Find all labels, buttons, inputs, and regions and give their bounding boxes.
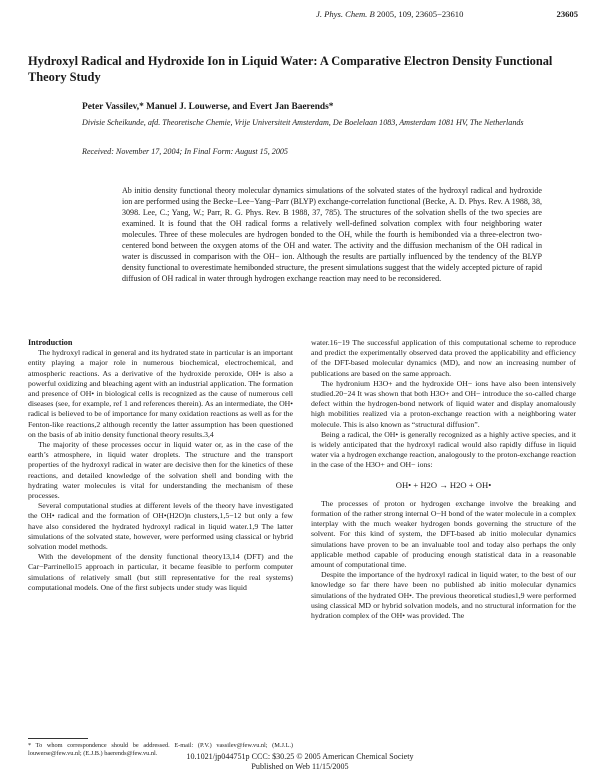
footnote-rule bbox=[28, 738, 88, 739]
publication-date-line: Published on Web 11/15/2005 bbox=[251, 762, 349, 771]
doi-copyright-line: 10.1021/jp044751p CCC: $30.25 © 2005 American Chemical Society bbox=[186, 752, 414, 761]
paragraph: Being a radical, the OH• is generally recognized as a highly active species, and it is widely anticipated that the hydroxyl radical would also rapidly diffuse in liquid water via a hydrogen exchange reaction, analogously to the proton-exchange reaction in the case of the H3O+ and OH− ions: bbox=[311, 429, 576, 470]
section-heading-introduction: Introduction bbox=[28, 338, 73, 347]
authors: Peter Vassilev,* Manuel J. Louwerse, and Evert Jan Baerends* bbox=[82, 102, 334, 112]
abstract: Ab initio density functional theory molecular dynamics simulations of the solvated states of the hydroxyl radical and hydroxide ion are performed using the Becke−Lee−Yang−Parr (BLYP) exchange-correlation functional (Becke, A. D. Phys. Rev. A 1988, 38, 3098. Lee, C.; Yang, W.; Parr, R. G. Phys. Rev. B 1988, 37, 785). The structures of the solvation shells of the two species are examined. It is found that the OH radical forms a relatively well-defined solvation complex with four neighboring water molecules. Three of these molecules are hydrogen bonded to the OH, while the fourth is hemibonded via a three-electron two-centered bond between the oxygen atoms of the OH and water. The activity and the diffusion mechanism of the OH radical in water is discussed in comparison with the OH− ion. Although the results are partially influenced by the tendency of the BLYP density functional to overestimate hemibonded structure, the present simulations suggest that the widely accepted picture of rapid diffusion of OH radical in water through hydrogen exchange reaction may need to be reconsidered. bbox=[122, 186, 542, 284]
paragraph: The processes of proton or hydrogen exchange involve the breaking and formation of the rather strong internal O−H bond of the water molecule in a complex interplay with the much weaker hydrogen bonds governing the structure of the solvent. For this kind of system, the DFT-based ab initio molecular dynamics simulations have proven to be an invaluable tool and today also perhaps the only applicable method capable of producing enough statistical data in a reasonable amount of computational time. bbox=[311, 498, 576, 570]
reaction-equation: OH• + H2O → H2O + OH• bbox=[395, 479, 492, 490]
paragraph: With the development of the density functional theory13,14 (DFT) and the Car−Parrinello15 approach in particular, it became feasible to perform computer simulations of relatively small (but still representative for the real systems) computational models. One of the first subjects under study was liquid bbox=[28, 552, 293, 592]
paragraph: Several computational studies at different levels of the theory have investigated the OH• radical and the formation of OH•(H2O)n clusters,1,5−12 but only a few have also considered the hydrated hydroxyl radical in liquid water.1,9 The latter simulations of the solvated state, however, were performed using classical or hybrid solvation model methods. bbox=[28, 501, 293, 552]
correspondence-footnote: * To whom correspondence should be addressed. E-mail: (P.V.) vassilev@few.vu.nl; (M.J.L.) louwerse@few.vu.nl; (E.J.B.) baerends@few.vu.nl. bbox=[28, 742, 293, 757]
page-number: 23605 bbox=[556, 9, 578, 19]
paragraph: The hydronium H3O+ and the hydroxide OH− ions have also been intensively studied.20−24 It was shown that both H3O+ and OH− introduce the so-called charge defect within the hydrogen-bond network of liquid water and display anomalously high mobilities realized via a proton-exchange reaction with a neighboring water molecule. This is also known as “structural diffusion”. bbox=[311, 378, 576, 429]
paragraph: The majority of these processes occur in liquid water or, as in the case of the earth’s atmosphere, in liquid water droplets. The structure and the transport properties of the hydroxyl radical in water are decisive then for the kinetics of these reactions, and detailed knowledge of the solvation shell and bonding with the hydrating water molecules is vital for understanding the mechanism of these processes. bbox=[28, 440, 293, 501]
affiliation: Divisie Scheikunde, afd. Theoretische Chemie, Vrije Universiteit Amsterdam, De Boelelaan 1083, Amsterdam 1081 HV, The Netherlands bbox=[82, 118, 524, 127]
journal-volume: 2005, 109, 23605−23610 bbox=[376, 9, 464, 19]
received-dates: Received: November 17, 2004; In Final Form: August 15, 2005 bbox=[82, 147, 288, 156]
paragraph: water.16−19 The successful application of this computational scheme to reproduce and predict the experimentally observed data proved the applicability and efficiency of the DFT-based molecular dynamics (MD), and now an increasing number of publications are based on the same approach. bbox=[311, 338, 576, 378]
article-title: Hydroxyl Radical and Hydroxide Ion in Liquid Water: A Comparative Electron Density Functional Theory Study bbox=[28, 54, 553, 84]
right-column bbox=[311, 338, 576, 742]
journal-name: J. Phys. Chem. B bbox=[316, 9, 375, 19]
paragraph: Despite the importance of the hydroxyl radical in liquid water, to the best of our knowledge so far there have been no published ab initio molecular dynamics simulations of the hydrated OH•. The previous theoretical studies1,9 were performed using classical MD or hybrid solvation models, and no structural information for the hydration complex of the OH• was provided. The bbox=[311, 570, 576, 621]
paragraph: The hydroxyl radical in general and its hydrated state in particular is an important entity playing a major role in numerous biochemical, electrochemical, and atmospheric reactions. As a derivative of the hydroxide peroxide, OH• is also a powerful oxidizing and bleaching agent with an industrial application. The formation and presence of OH• in biological cells is recognized as the cause of numerous cell diseases (see, for example, ref 1 and references therein). As an intermediate, the OH• radical is believed to be of importance for many oxidation reactions as well as for the Fenton-like reactions,2 although recently the latter assumption has been questioned on the basis of ab initio density functional theory results.3,4 bbox=[28, 348, 293, 439]
journal-header bbox=[316, 9, 463, 19]
left-column bbox=[28, 338, 293, 754]
